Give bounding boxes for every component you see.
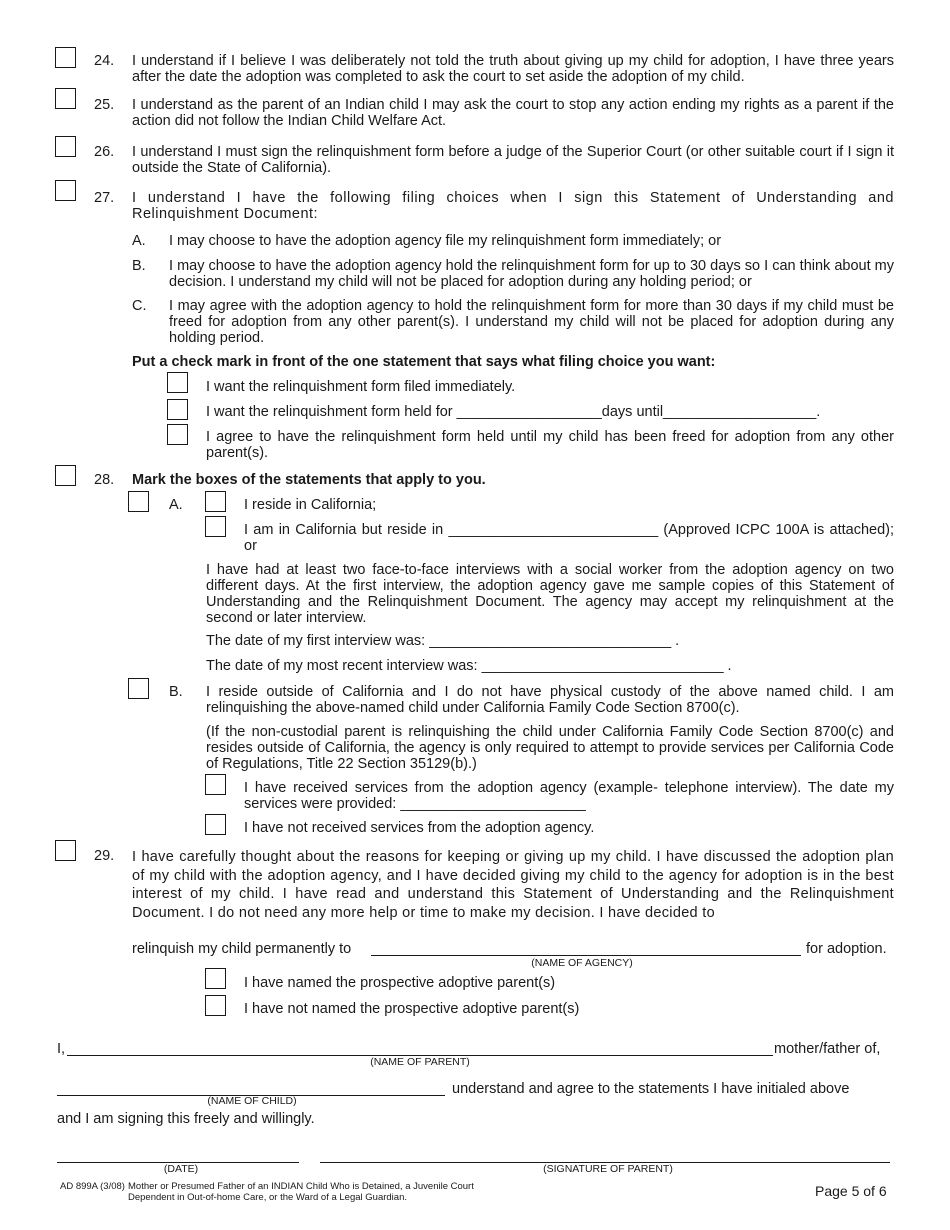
date-caption: (DATE) (163, 1163, 199, 1175)
checkbox-hold-until-freed[interactable] (167, 424, 188, 445)
item-24-text: I understand if I believe I was deliberately not told the truth about giving up my child for adoption, I have three years after the date the adoption was completed to ask the court to set aside the adoption of my child. (132, 53, 894, 85)
item-27-b-text: I may choose to have the adoption agency hold the relinquishment form for up to 30 days so I can think about my decision. I understand my child will not be placed for adoption during any holding period; or (169, 258, 894, 290)
checkbox-28b[interactable] (128, 678, 149, 699)
checkbox-reside-california[interactable] (205, 491, 226, 512)
item-27-c-letter: C. (132, 298, 147, 314)
option-not-named-parents: I have not named the prospective adoptive parent(s) (244, 1001, 580, 1017)
item-24-number: 24. (94, 53, 115, 69)
interview-paragraph: I have had at least two face-to-face interviews with a social worker from the adoption agency on two different days. At the first interview, the adoption agency gave me sample copies of this Statement of Understanding and the Relinquishment Document. The agency may accept my relinquishment at the second or later interview. (206, 562, 894, 626)
form-id: AD 899A (3/08) (60, 1181, 125, 1192)
understand-agree-text: understand and agree to the statements I have initialed above (452, 1081, 850, 1097)
checkbox-item-24[interactable] (55, 47, 76, 68)
checkbox-hold-form[interactable] (167, 399, 188, 420)
checkbox-named-parents[interactable] (205, 968, 226, 989)
checkbox-item-28[interactable] (55, 465, 76, 486)
item-25-number: 25. (94, 97, 115, 113)
option-hold-form: I want the relinquishment form held for __________________days until___________________. (206, 404, 821, 420)
option-hold-until-freed: I agree to have the relinquishment form held until my child has been freed for adoption from any other parent(s). (206, 429, 894, 461)
checkbox-not-named-parents[interactable] (205, 995, 226, 1016)
checkbox-received-services[interactable] (205, 774, 226, 795)
item-28-number: 28. (94, 472, 115, 488)
item-27-a-text: I may choose to have the adoption agency file my relinquishment form immediately; or (169, 233, 722, 249)
item-27-a-letter: A. (132, 233, 146, 249)
signature-caption: (SIGNATURE OF PARENT) (543, 1163, 673, 1175)
item-27-text: I understand I have the following filing choices when I sign this Statement of Understanding and Relinquishment Document: (132, 190, 894, 222)
signing-freely-text: and I am signing this freely and willingly. (57, 1111, 315, 1127)
option-named-parents: I have named the prospective adoptive parent(s) (244, 975, 556, 991)
item-27-c-text: I may agree with the adoption agency to hold the relinquishment form for more than 30 days if my child must be freed for adoption from any other parent(s). I understand my child will not be placed for adoption during any holding period. (169, 298, 894, 346)
agency-name-caption: (NAME OF AGENCY) (531, 957, 633, 969)
checkbox-28a[interactable] (128, 491, 149, 512)
page-number: Page 5 of 6 (815, 1183, 887, 1199)
item-28-heading: Mark the boxes of the statements that apply to you. (132, 472, 486, 488)
item-27-b-letter: B. (132, 258, 146, 274)
item-27-number: 27. (94, 190, 115, 206)
checkbox-reside-elsewhere[interactable] (205, 516, 226, 537)
option-file-immediately: I want the relinquishment form filed immediately. (206, 379, 516, 395)
form-description-line-1: Mother or Presumed Father of an INDIAN Child Who is Detained, a Juvenile Court (128, 1181, 474, 1192)
filing-choice-instruction: Put a check mark in front of the one statement that says what filing choice you want: (132, 354, 716, 370)
parent-name-caption: (NAME OF PARENT) (370, 1056, 470, 1068)
checkbox-no-services[interactable] (205, 814, 226, 835)
option-reside-elsewhere: I am in California but reside in __________________________ (Approved ICPC 100A is attached); or (244, 522, 894, 554)
item-28-b-letter: B. (169, 684, 183, 700)
item-29-number: 29. (94, 848, 115, 864)
non-custodial-paragraph: (If the non-custodial parent is relinquishing the child under California Family Code Section 8700(c) and resides outside of California, the agency is only required to attempt to provide services per California Code of Regulations, Title 22 Section 35129(b).) (206, 724, 894, 772)
form-description-line-2: Dependent in Out-of-home Care, or the Ward of a Legal Guardian. (128, 1192, 407, 1203)
item-29-text: I have carefully thought about the reasons for keeping or giving up my child. I have discussed the adoption plan of my child with the adoption agency, and I have decided giving my child to the agency for adoption is in the best interest of my child. I have read and understand this Statement of Understanding and the Relinquishment Document. I do not need any more help or time to make my decision. I have decided to (132, 849, 894, 921)
option-reside-california: I reside in California; (244, 497, 377, 513)
relinquish-to-label: relinquish my child permanently to (132, 941, 352, 957)
for-adoption-label: for adoption. (806, 941, 887, 957)
checkbox-item-25[interactable] (55, 88, 76, 109)
item-26-text: I understand I must sign the relinquishment form before a judge of the Superior Court (or other suitable court if I sign it outside the State of California). (132, 144, 894, 176)
item-25-text: I understand as the parent of an Indian child I may ask the court to stop any action ending my rights as a parent if the action did not follow the Indian Child Welfare Act. (132, 97, 894, 129)
checkbox-item-29[interactable] (55, 840, 76, 861)
item-28-a-letter: A. (169, 497, 183, 513)
child-name-caption: (NAME OF CHILD) (207, 1095, 297, 1107)
recent-interview-date: The date of my most recent interview was: ______________________________ . (206, 658, 732, 674)
checkbox-item-27[interactable] (55, 180, 76, 201)
option-received-services: I have received services from the adoption agency (example- telephone interview). The date my services were provided: _______________________ (244, 780, 894, 812)
first-interview-date: The date of my first interview was: ______________________________ . (206, 633, 680, 649)
checkbox-file-immediately[interactable] (167, 372, 188, 393)
i-label: I, (57, 1041, 66, 1057)
mother-father-label: mother/father of, (774, 1041, 881, 1057)
option-no-services: I have not received services from the adoption agency. (244, 820, 595, 836)
checkbox-item-26[interactable] (55, 136, 76, 157)
item-28-b-text: I reside outside of California and I do not have physical custody of the above named child. I am relinquishing the above-named child under California Family Code Section 8700(c). (206, 684, 894, 716)
item-26-number: 26. (94, 144, 115, 160)
agency-name-line[interactable] (371, 955, 801, 956)
